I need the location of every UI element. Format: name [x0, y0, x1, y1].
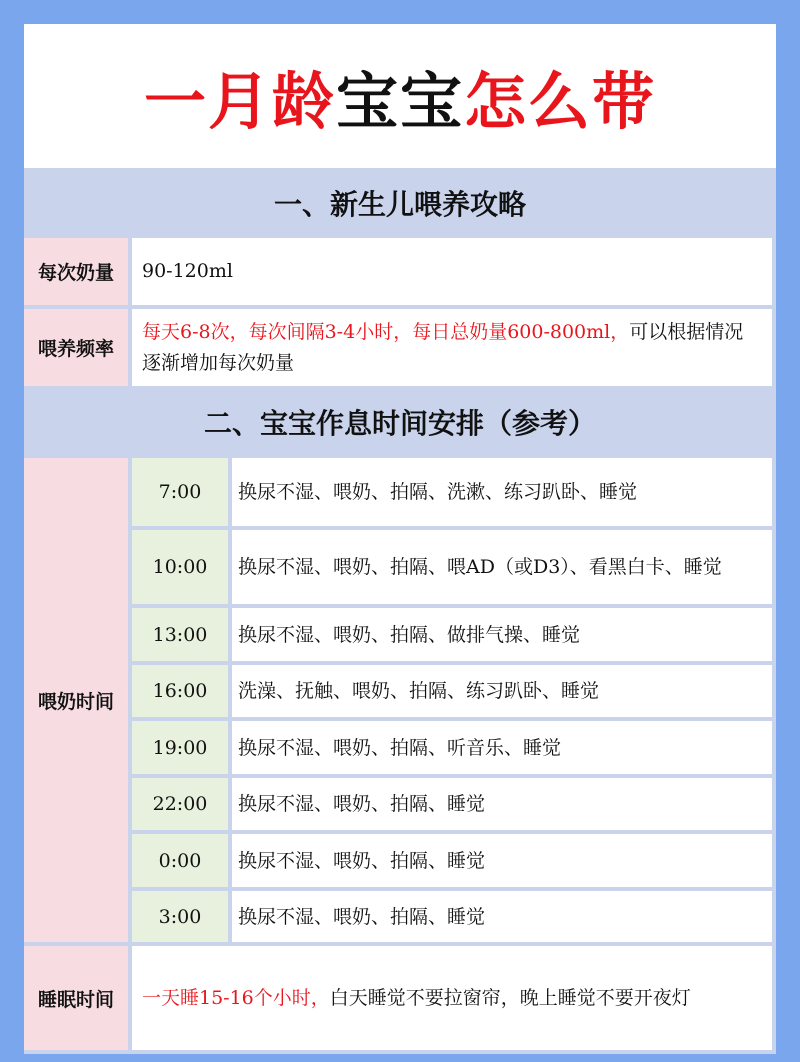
schedule-time: 22:00 — [132, 778, 228, 830]
schedule-time: 13:00 — [132, 608, 228, 661]
schedule-task: 换尿不湿、喂奶、拍隔、睡觉 — [232, 891, 772, 942]
schedule-time: 7:00 — [132, 458, 228, 526]
feeding-frequency-highlight: 每天6-8次，每次间隔3-4小时，每日总奶量600-800ml， — [142, 320, 630, 343]
feeding-frequency-value — [132, 309, 772, 386]
feeding-amount-value: 90-120ml — [132, 238, 772, 305]
feeding-amount-label: 每次奶量 — [24, 238, 128, 305]
schedule-time: 10:00 — [132, 530, 228, 604]
feeding-frequency-note: 可以根据情况逐渐增加每次奶量 — [142, 320, 744, 374]
schedule-task: 洗澡、抚触、喂奶、拍隔、练习趴卧、睡觉 — [232, 665, 772, 717]
schedule-task: 换尿不湿、喂奶、拍隔、听音乐、睡觉 — [232, 721, 772, 774]
schedule-time: 0:00 — [132, 834, 228, 887]
sleep-time-value — [132, 946, 772, 1050]
page-title — [24, 24, 776, 168]
feeding-time-label: 喂奶时间 — [24, 458, 128, 942]
title-part-1: 一月龄 — [143, 64, 336, 138]
sleep-time-highlight: 一天睡15-16个小时， — [142, 986, 330, 1009]
sleep-time-label: 睡眠时间 — [24, 946, 128, 1050]
schedule-time: 16:00 — [132, 665, 228, 717]
schedule-task: 换尿不湿、喂奶、拍隔、洗漱、练习趴卧、睡觉 — [232, 458, 772, 526]
schedule-task: 换尿不湿、喂奶、拍隔、做排气操、睡觉 — [232, 608, 772, 661]
section-1-heading: 一、新生儿喂养攻略 — [273, 188, 526, 221]
feeding-frequency-label: 喂养频率 — [24, 309, 128, 386]
sleep-time-note: 白天睡觉不要拉窗帘，晚上睡觉不要开夜灯 — [329, 986, 691, 1009]
schedule-time: 3:00 — [132, 891, 228, 942]
schedule-task: 换尿不湿、喂奶、拍隔、睡觉 — [232, 834, 772, 887]
schedule-time: 19:00 — [132, 721, 228, 774]
schedule-task: 换尿不湿、喂奶、拍隔、睡觉 — [232, 778, 772, 830]
schedule-task: 换尿不湿、喂奶、拍隔、喂AD（或D3）、看黑白卡、睡觉 — [232, 530, 772, 604]
section-2-heading: 二、宝宝作息时间安排（参考） — [203, 407, 596, 440]
title-part-3: 怎么带 — [464, 64, 657, 138]
title-part-2: 宝宝 — [335, 64, 464, 138]
infographic-sheet — [24, 24, 776, 1054]
